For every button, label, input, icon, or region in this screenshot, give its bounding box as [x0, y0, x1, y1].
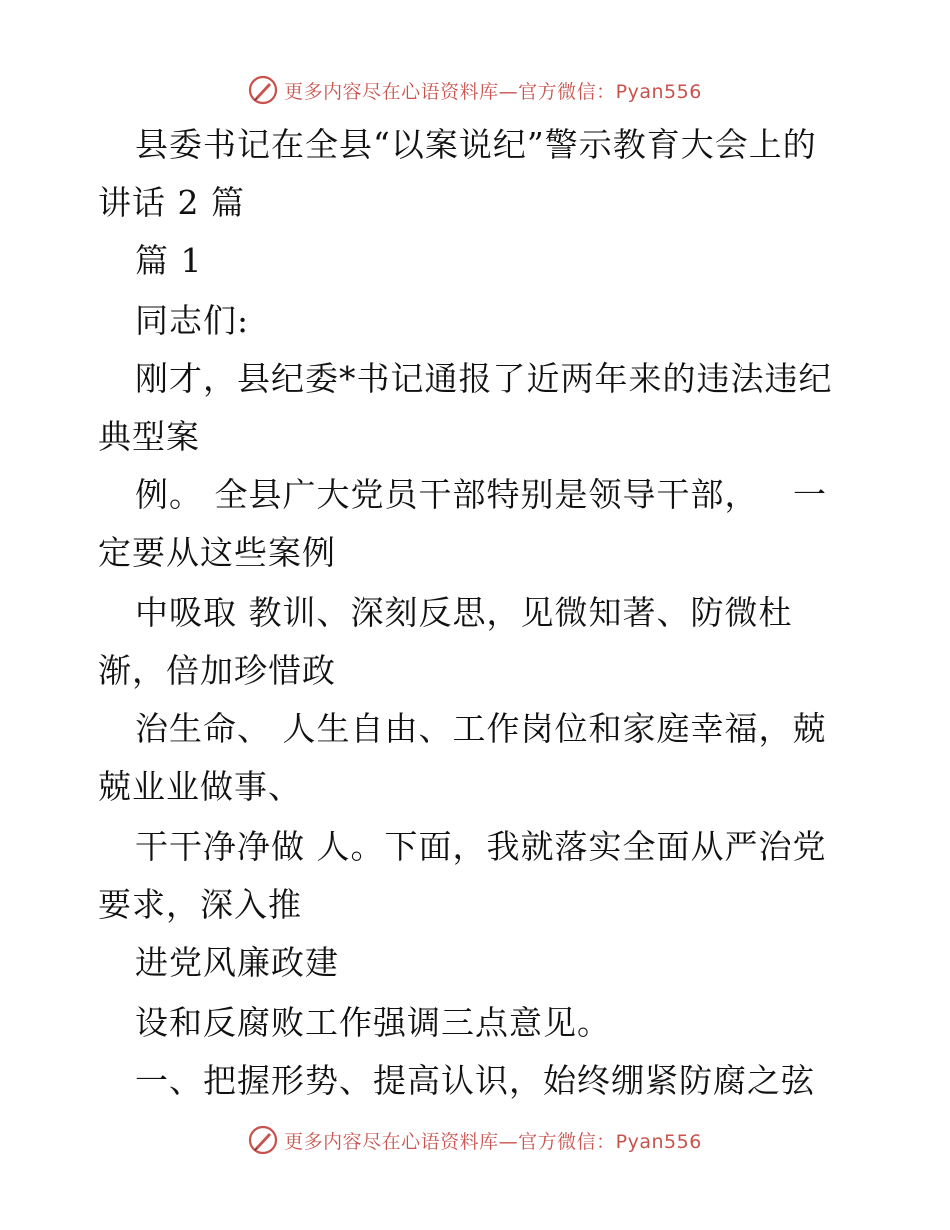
title-line-2: 讲话 2 篇	[98, 183, 245, 222]
paragraph-line: 要求，深入推	[98, 885, 302, 924]
header-watermark-banner	[0, 70, 950, 110]
section-title-1: 一、把握形势、提高认识，始终绷紧防腐之弦	[135, 1061, 815, 1100]
paragraph-line: 典型案	[98, 417, 200, 456]
paragraph-line: 例。 全县广大党员干部特别是领导干部， 一	[135, 475, 827, 514]
title-line-1: 县委书记在全县“以案说纪”警示教育大会上的	[135, 125, 817, 164]
footer-watermark-banner	[0, 1120, 950, 1160]
paragraph-line: 中吸取 教训、深刻反思，见微知著、防微杜	[135, 593, 793, 632]
paragraph-line: 刚才，县纪委*书记通报了近两年来的违法违纪	[135, 359, 833, 398]
paragraph-line: 干干净净做 人。下面，我就落实全面从严治党	[135, 827, 827, 866]
paragraph-line: 渐，倍加珍惜政	[98, 651, 336, 690]
watermark-text: 更多内容尽在心语资料库—官方微信：Pyan556	[284, 80, 702, 103]
watermark-text: 更多内容尽在心语资料库—官方微信：Pyan556	[284, 1130, 702, 1153]
paragraph-line: 进党风廉政建	[135, 943, 339, 982]
paragraph-line: 治生命、 人生自由、工作岗位和家庭幸福，兢	[135, 709, 827, 748]
quill-logo-icon	[248, 75, 278, 105]
paragraph-line: 兢业业做事、	[98, 767, 302, 806]
section-heading: 篇 1	[135, 241, 203, 280]
paragraph-line: 定要从这些案例	[98, 533, 336, 572]
salutation: 同志们:	[135, 301, 250, 340]
quill-logo-icon	[248, 1125, 278, 1155]
paragraph-line: 设和反腐败工作强调三点意见。	[135, 1003, 611, 1042]
